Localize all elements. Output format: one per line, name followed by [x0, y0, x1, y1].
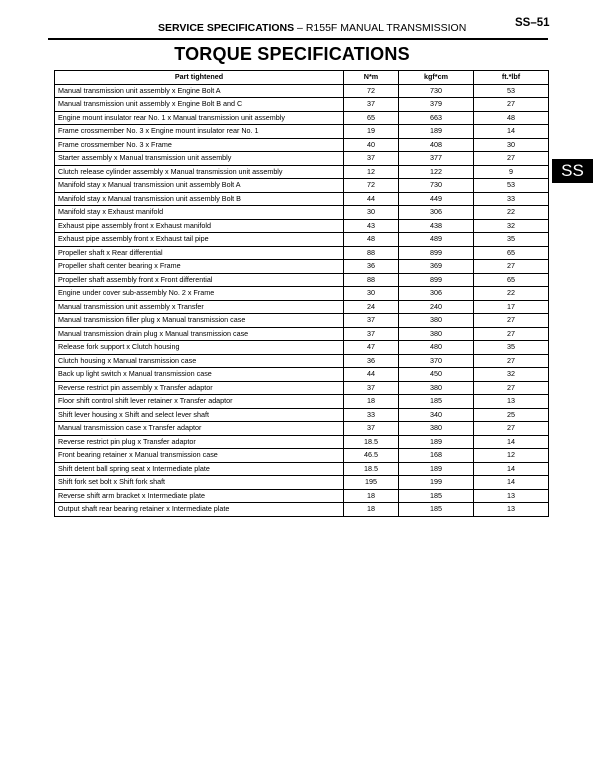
table-row: [55, 354, 549, 368]
cell-part: Manual transmission filler plug x Manual transmission case: [55, 314, 344, 328]
table-row: [55, 152, 549, 166]
cell-nm: 72: [344, 84, 399, 98]
table-row: [55, 287, 549, 301]
cell-nm: 43: [344, 219, 399, 233]
cell-part: Manual transmission unit assembly x Engine Bolt B and C: [55, 98, 344, 112]
cell-ftlbf: 27: [474, 327, 549, 341]
cell-ftlbf: 25: [474, 408, 549, 422]
cell-ftlbf: 14: [474, 462, 549, 476]
cell-kgfcm: 489: [399, 233, 474, 247]
table-row: [55, 422, 549, 436]
cell-ftlbf: 14: [474, 476, 549, 490]
cell-kgfcm: 189: [399, 125, 474, 139]
cell-part: Propeller shaft x Rear differential: [55, 246, 344, 260]
cell-nm: 88: [344, 246, 399, 260]
cell-nm: 195: [344, 476, 399, 490]
table-row: [55, 476, 549, 490]
cell-part: Reverse shift arm bracket x Intermediate plate: [55, 489, 344, 503]
cell-ftlbf: 53: [474, 84, 549, 98]
cell-part: Exhaust pipe assembly front x Exhaust tail pipe: [55, 233, 344, 247]
cell-kgfcm: 185: [399, 489, 474, 503]
table-row: [55, 273, 549, 287]
cell-nm: 18.5: [344, 462, 399, 476]
table-row: [55, 233, 549, 247]
cell-nm: 18: [344, 503, 399, 517]
cell-ftlbf: 9: [474, 165, 549, 179]
cell-nm: 44: [344, 368, 399, 382]
cell-nm: 36: [344, 260, 399, 274]
cell-nm: 37: [344, 152, 399, 166]
cell-part: Shift lever housing x Shift and select lever shaft: [55, 408, 344, 422]
section-name: SERVICE SPECIFICATIONS: [158, 22, 295, 34]
cell-ftlbf: 27: [474, 381, 549, 395]
page-number: SS–51: [515, 17, 550, 29]
cell-kgfcm: 408: [399, 138, 474, 152]
cell-kgfcm: 380: [399, 422, 474, 436]
torque-table: [54, 70, 549, 517]
table-row: [55, 314, 549, 328]
cell-nm: 46.5: [344, 449, 399, 463]
cell-nm: 88: [344, 273, 399, 287]
table-row: [55, 260, 549, 274]
column-header-ftlbf: ft.*lbf: [474, 71, 549, 85]
table-row: [55, 395, 549, 409]
cell-nm: 37: [344, 381, 399, 395]
table-row: [55, 462, 549, 476]
column-header-kgfcm: kgf*cm: [399, 71, 474, 85]
cell-part: Propeller shaft center bearing x Frame: [55, 260, 344, 274]
table-row: [55, 327, 549, 341]
cell-nm: 48: [344, 233, 399, 247]
cell-part: Exhaust pipe assembly front x Exhaust manifold: [55, 219, 344, 233]
cell-kgfcm: 185: [399, 395, 474, 409]
section-side-tab: SS: [552, 159, 593, 183]
cell-nm: 37: [344, 327, 399, 341]
cell-kgfcm: 370: [399, 354, 474, 368]
cell-ftlbf: 27: [474, 152, 549, 166]
page-header: [0, 0, 593, 42]
cell-ftlbf: 27: [474, 314, 549, 328]
cell-nm: 37: [344, 314, 399, 328]
table-row: [55, 489, 549, 503]
cell-kgfcm: 240: [399, 300, 474, 314]
cell-part: Clutch housing x Manual transmission case: [55, 354, 344, 368]
cell-kgfcm: 377: [399, 152, 474, 166]
cell-part: Floor shift control shift lever retainer x Transfer adaptor: [55, 395, 344, 409]
cell-ftlbf: 14: [474, 435, 549, 449]
table-row: [55, 300, 549, 314]
table-row: [55, 206, 549, 220]
cell-kgfcm: 730: [399, 84, 474, 98]
cell-part: Shift fork set bolt x Shift fork shaft: [55, 476, 344, 490]
cell-ftlbf: 13: [474, 503, 549, 517]
cell-part: Propeller shaft assembly front x Front differential: [55, 273, 344, 287]
cell-part: Shift detent ball spring seat x Intermediate plate: [55, 462, 344, 476]
cell-nm: 37: [344, 98, 399, 112]
cell-kgfcm: 663: [399, 111, 474, 125]
cell-part: Reverse restrict pin assembly x Transfer adaptor: [55, 381, 344, 395]
cell-kgfcm: 380: [399, 314, 474, 328]
cell-ftlbf: 30: [474, 138, 549, 152]
cell-nm: 24: [344, 300, 399, 314]
section-subtitle: R155F MANUAL TRANSMISSION: [305, 22, 467, 34]
cell-nm: 18.5: [344, 435, 399, 449]
cell-part: Back up light switch x Manual transmission case: [55, 368, 344, 382]
table-row: [55, 111, 549, 125]
cell-kgfcm: 122: [399, 165, 474, 179]
table-row: [55, 341, 549, 355]
table-header-row: [55, 71, 549, 85]
cell-part: Clutch release cylinder assembly x Manual transmission unit assembly: [55, 165, 344, 179]
cell-part: Manifold stay x Manual transmission unit assembly Bolt B: [55, 192, 344, 206]
cell-nm: 44: [344, 192, 399, 206]
cell-kgfcm: 369: [399, 260, 474, 274]
cell-kgfcm: 899: [399, 246, 474, 260]
cell-part: Reverse restrict pin plug x Transfer adaptor: [55, 435, 344, 449]
cell-ftlbf: 17: [474, 300, 549, 314]
cell-ftlbf: 32: [474, 219, 549, 233]
cell-nm: 36: [344, 354, 399, 368]
cell-ftlbf: 65: [474, 273, 549, 287]
cell-nm: 37: [344, 422, 399, 436]
cell-ftlbf: 27: [474, 260, 549, 274]
table-row: [55, 219, 549, 233]
table-row: [55, 165, 549, 179]
cell-ftlbf: 27: [474, 98, 549, 112]
cell-ftlbf: 65: [474, 246, 549, 260]
cell-part: Frame crossmember No. 3 x Engine mount insulator rear No. 1: [55, 125, 344, 139]
cell-kgfcm: 379: [399, 98, 474, 112]
cell-kgfcm: 380: [399, 381, 474, 395]
column-header-part: Part tightened: [55, 71, 344, 85]
cell-part: Manual transmission drain plug x Manual transmission case: [55, 327, 344, 341]
cell-part: Manual transmission case x Transfer adaptor: [55, 422, 344, 436]
table-row: [55, 138, 549, 152]
cell-kgfcm: 306: [399, 206, 474, 220]
title-dash: –: [294, 22, 306, 34]
header-divider: [48, 38, 548, 40]
cell-nm: 30: [344, 287, 399, 301]
cell-nm: 40: [344, 138, 399, 152]
cell-kgfcm: 189: [399, 435, 474, 449]
cell-kgfcm: 168: [399, 449, 474, 463]
cell-kgfcm: 480: [399, 341, 474, 355]
cell-nm: 19: [344, 125, 399, 139]
cell-ftlbf: 12: [474, 449, 549, 463]
cell-part: Manual transmission unit assembly x Transfer: [55, 300, 344, 314]
cell-part: Engine under cover sub-assembly No. 2 x Frame: [55, 287, 344, 301]
table-row: [55, 84, 549, 98]
cell-ftlbf: 27: [474, 422, 549, 436]
cell-kgfcm: 340: [399, 408, 474, 422]
page-title: TORQUE SPECIFICATIONS: [174, 44, 410, 64]
cell-ftlbf: 35: [474, 341, 549, 355]
cell-ftlbf: 13: [474, 489, 549, 503]
cell-kgfcm: 185: [399, 503, 474, 517]
table-row: [55, 368, 549, 382]
cell-nm: 12: [344, 165, 399, 179]
cell-part: Frame crossmember No. 3 x Frame: [55, 138, 344, 152]
cell-kgfcm: 380: [399, 327, 474, 341]
torque-table-body: [55, 84, 549, 516]
section-title: [158, 22, 466, 34]
cell-ftlbf: 32: [474, 368, 549, 382]
table-row: [55, 381, 549, 395]
cell-kgfcm: 438: [399, 219, 474, 233]
cell-nm: 47: [344, 341, 399, 355]
cell-kgfcm: 199: [399, 476, 474, 490]
cell-ftlbf: 14: [474, 125, 549, 139]
cell-nm: 18: [344, 489, 399, 503]
cell-nm: 65: [344, 111, 399, 125]
cell-part: Engine mount insulator rear No. 1 x Manual transmission unit assembly: [55, 111, 344, 125]
cell-ftlbf: 13: [474, 395, 549, 409]
cell-ftlbf: 22: [474, 206, 549, 220]
table-row: [55, 408, 549, 422]
cell-part: Output shaft rear bearing retainer x Intermediate plate: [55, 503, 344, 517]
cell-nm: 72: [344, 179, 399, 193]
table-row: [55, 503, 549, 517]
table-row: [55, 192, 549, 206]
cell-part: Manifold stay x Exhaust manifold: [55, 206, 344, 220]
table-row: [55, 125, 549, 139]
cell-part: Release fork support x Clutch housing: [55, 341, 344, 355]
cell-part: Manual transmission unit assembly x Engine Bolt A: [55, 84, 344, 98]
cell-part: Front bearing retainer x Manual transmission case: [55, 449, 344, 463]
cell-ftlbf: 53: [474, 179, 549, 193]
cell-kgfcm: 189: [399, 462, 474, 476]
cell-ftlbf: 22: [474, 287, 549, 301]
table-row: [55, 246, 549, 260]
cell-nm: 33: [344, 408, 399, 422]
cell-ftlbf: 35: [474, 233, 549, 247]
cell-ftlbf: 27: [474, 354, 549, 368]
cell-kgfcm: 306: [399, 287, 474, 301]
cell-part: Starter assembly x Manual transmission unit assembly: [55, 152, 344, 166]
table-row: [55, 435, 549, 449]
cell-part: Manifold stay x Manual transmission unit assembly Bolt A: [55, 179, 344, 193]
cell-nm: 30: [344, 206, 399, 220]
table-row: [55, 98, 549, 112]
cell-ftlbf: 33: [474, 192, 549, 206]
cell-nm: 18: [344, 395, 399, 409]
cell-kgfcm: 730: [399, 179, 474, 193]
cell-kgfcm: 450: [399, 368, 474, 382]
cell-ftlbf: 48: [474, 111, 549, 125]
table-row: [55, 179, 549, 193]
column-header-nm: N*m: [344, 71, 399, 85]
cell-kgfcm: 449: [399, 192, 474, 206]
table-row: [55, 449, 549, 463]
cell-kgfcm: 899: [399, 273, 474, 287]
page-title-row: [0, 44, 593, 65]
